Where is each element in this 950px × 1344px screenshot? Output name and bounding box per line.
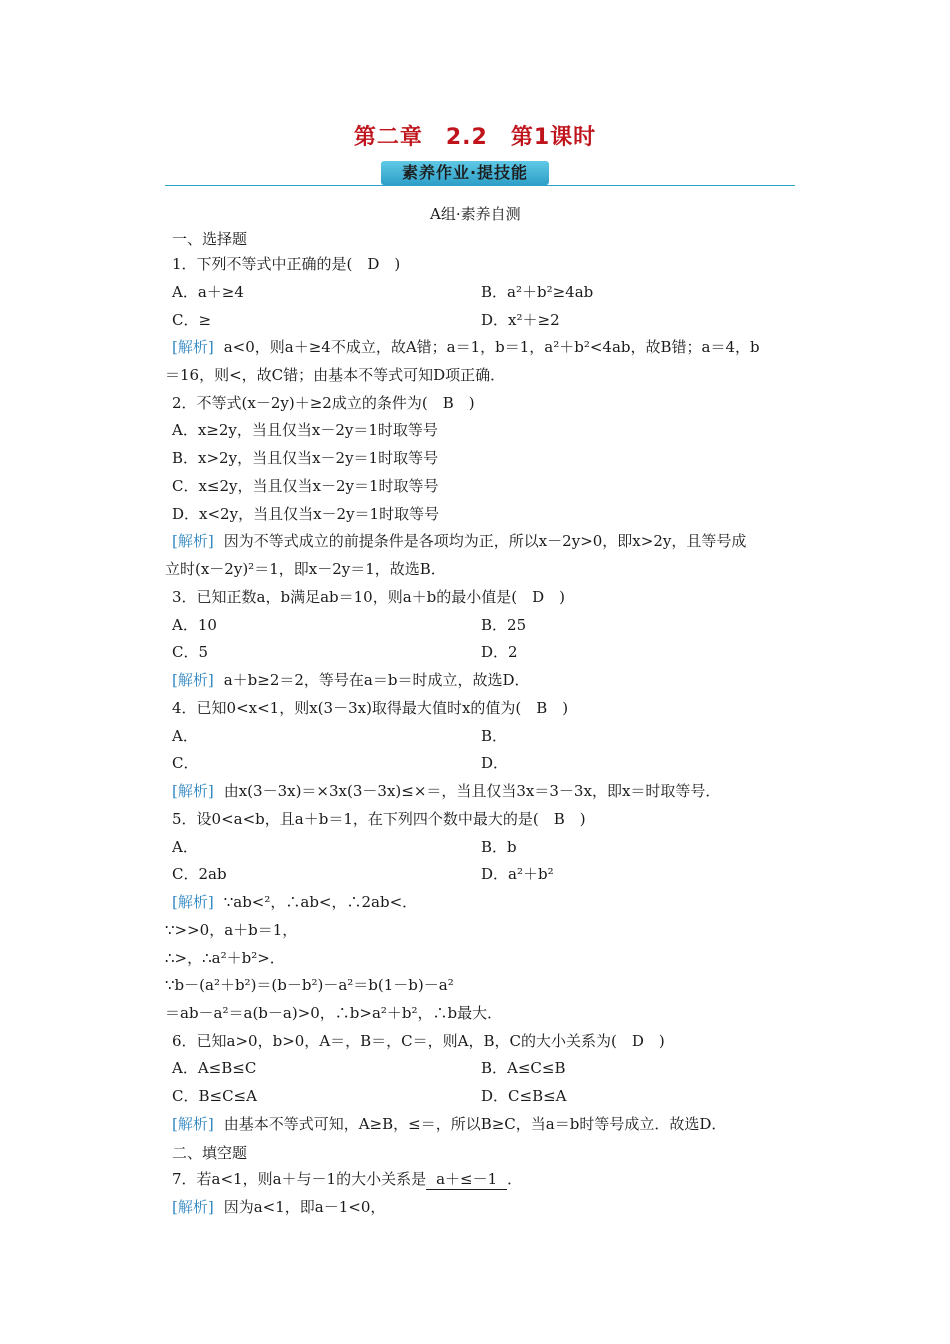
solution-label: [解析] (172, 1198, 214, 1216)
solution-text: 由基本不等式可知，A≥B，≤＝，所以B≥C，当a＝b时等号成立．故选D． (223, 1115, 727, 1133)
solution-label: [解析] (172, 338, 214, 356)
solution-label: [解析] (172, 671, 214, 689)
solution-text: 因为a<1，即a－1<0， (223, 1198, 386, 1216)
q4-solution (172, 781, 720, 801)
solution-text: 因为不等式成立的前提条件是各项均为正，所以x－2y>0，即x>2y，且等号成 (223, 532, 747, 550)
q1-solution (172, 337, 760, 357)
q5-solution-line-5: ＝ab－a²＝a(b－a)>0，∴b>a²＋b²，∴b最大． (165, 1004, 503, 1022)
q2-option-b: B．x>2y，当且仅当x－2y＝1时取等号 (172, 449, 439, 467)
q7-stem-text: 7．若a<1，则a＋与－1的大小关系是 (172, 1170, 427, 1188)
q3-option-d: D．2 (481, 643, 518, 661)
q2-option-a: A．x≥2y，当且仅当x－2y＝1时取等号 (172, 421, 438, 439)
q6-option-c: C．B≤C≤A (172, 1087, 257, 1105)
q1-stem: 1．下列不等式中正确的是( D ) (172, 255, 401, 273)
q3-stem: 3．已知正数a，b满足ab＝10，则a＋b的最小值是( D ) (172, 588, 565, 606)
solution-text: a<0，则a＋≥4不成立，故A错；a＝1，b＝1，a²＋b²<4ab，故B错；a＝4，b (223, 338, 760, 356)
q4-option-a: A． (172, 727, 198, 745)
q7-solution (172, 1197, 385, 1217)
q2-stem: 2．不等式(x－2y)＋≥2成立的条件为( B ) (172, 394, 475, 412)
q6-option-a: A．A≤B≤C (172, 1059, 257, 1077)
q1-option-c: C．≥ (172, 311, 212, 329)
q2-option-c: C．x≤2y，当且仅当x－2y＝1时取等号 (172, 477, 439, 495)
q5-solution-line-4: ∵b－(a²＋b²)＝(b－b²)－a²＝b(1－b)－a² (165, 976, 454, 994)
q5-option-a: A． (172, 838, 198, 856)
q7-answer-blank: a＋≤－1 (426, 1169, 507, 1190)
q1-option-b: B．a²＋b²≥4ab (481, 283, 594, 301)
q1-option-a: A．a＋≥4 (172, 283, 244, 301)
q2-solution (172, 531, 746, 551)
q3-option-a: A．10 (172, 616, 217, 634)
solution-text: a＋b≥2＝2，等号在a＝b＝时成立，故选D． (223, 671, 530, 689)
q6-option-d: D．C≤B≤A (481, 1087, 567, 1105)
q4-stem: 4．已知0<x<1，则x(3－3x)取得最大值时x的值为( B ) (172, 699, 569, 717)
solution-label: [解析] (172, 782, 214, 800)
q5-solution (172, 892, 417, 912)
q4-option-b: B． (481, 727, 508, 745)
q5-option-d: D．a²＋b² (481, 865, 554, 883)
solution-text: 由x(3－3x)＝×3x(3－3x)≤×＝，当且仅当3x＝3－3x，即x＝时取等号． (223, 782, 721, 800)
solution-text: ∵ab<²，∴ab<，∴2ab<． (223, 893, 418, 911)
q5-solution-line-3: ∴>，∴a²＋b²>． (165, 949, 285, 967)
section-title: A组·素养自测 (430, 205, 521, 223)
q6-option-b: B．A≤C≤B (481, 1059, 566, 1077)
q5-solution-line-2: ∵>>0，a＋b＝1， (165, 921, 298, 939)
solution-label: [解析] (172, 532, 214, 550)
q4-option-d: D． (481, 754, 509, 772)
part-two-heading: 二、填空题 (172, 1144, 248, 1162)
page-title: 第二章 2.2 第1课时 (353, 125, 597, 150)
q7-stem-end: ． (507, 1170, 523, 1188)
q3-solution (172, 670, 530, 690)
solution-label: [解析] (172, 893, 214, 911)
q2-solution-cont: 立时(x－2y)²＝1，即x－2y＝1，故选B． (165, 560, 446, 578)
q1-solution-cont: ＝16，则<，故C错；由基本不等式可知D项正确． (165, 366, 506, 384)
q7-stem (172, 1169, 522, 1190)
q6-solution (172, 1114, 726, 1134)
header-rule (165, 185, 795, 186)
part-one-heading: 一、选择题 (172, 230, 248, 248)
q3-option-c: C．5 (172, 643, 209, 661)
solution-label: [解析] (172, 1115, 214, 1133)
q5-stem: 5．设0<a<b，且a＋b＝1，在下列四个数中最大的是( B ) (172, 810, 586, 828)
q3-option-b: B．25 (481, 616, 527, 634)
q4-option-c: C． (172, 754, 199, 772)
banner-badge: 素养作业·提技能 (381, 161, 549, 185)
q5-option-b: B．b (481, 838, 517, 856)
q1-option-d: D．x²＋≥2 (481, 311, 560, 329)
q6-stem: 6．已知a>0，b>0，A＝，B＝，C＝，则A，B，C的大小关系为( D ) (172, 1032, 665, 1050)
q5-option-c: C．2ab (172, 865, 227, 883)
q2-option-d: D．x<2y，当且仅当x－2y＝1时取等号 (172, 505, 440, 523)
